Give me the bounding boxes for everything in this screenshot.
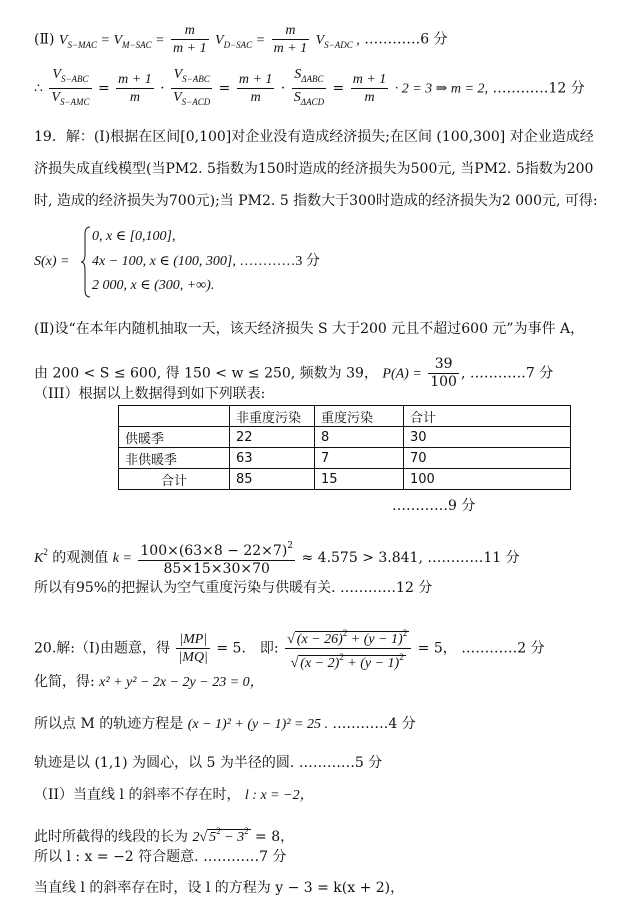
- q19-line-3: 时, 造成的经济损失为700元);当 PM2. 5 指数大于300时造成的经济损失为2 000元, 可得:: [34, 193, 598, 209]
- conclusion: 所以有95%的把握认为空气重度污染与供暖有关. …………12 分: [34, 580, 433, 596]
- locus-line: 所以点 M 的轨迹方程是 (x − 1)² + (y − 1)² = 25 . …………4 分: [34, 716, 416, 732]
- k2-statistic: $K^2$ 的观测值 k = $\frac{100\times(63\times 8 - 22\times 7)^2}{85\times 15\times 30\times 70}$ ≈ 4.575 > 3.841, …………11 分: [34, 538, 520, 578]
- s-function-label: S(x) =: [34, 254, 70, 269]
- segment-line: 此时所截得的线段的长为 2√ $5^2 - 3^2 = 8$，: [34, 826, 295, 845]
- q19-part-ii-calc: 由 200 < S ≤ 600, 得 150 < w ≤ 250, 频数为 39， P(A) = $\frac{39}{100}$ , …………7 分: [34, 356, 554, 390]
- case-3: 2 000, x ∈ (300, +∞).: [92, 278, 215, 293]
- q19-line-2: 济损失成直线模型(当PM2. 5指数为150时造成的经济损失为500元, 当PM2. 5指数为200: [34, 161, 594, 177]
- q20-part-ii: （II）当直线 l 的斜率不存在时， l : x = −2，: [34, 787, 314, 803]
- last-line: 当直线 l 的斜率存在时，设 l 的方程为 y − 3 = k(x + 2)，: [34, 880, 405, 896]
- score-6: 6 分: [420, 31, 448, 48]
- q19-part-ii: (Ⅱ)设“在本年内随机抽取一天，该天经济损失 S 大于200 元且不超过600 元”为事件 A，: [34, 321, 585, 337]
- table-row: 合计 85 15 100: [119, 469, 571, 490]
- brace-icon: [81, 226, 91, 298]
- table-row: 供暖季 22 8 30: [119, 427, 571, 448]
- simplify-line: 化简，得: x² + y² − 2x − 2y − 23 = 0，: [34, 674, 264, 690]
- table-row: 非供暖季 63 7 70: [119, 448, 571, 469]
- table-score: …………9 分: [392, 498, 476, 514]
- line-ratio-result: ∴ $\frac{V_{S-ABC}}{V_{S-AMC}}$ = $\frac{m + 1}{m}$ · $\frac{V_{S-ABC}}{V_{S-ACD}}$ = $\frac{m + 1}{m}$ · $\frac{S_{\Delta ABC}}{S_{\Delta ACD}}$ = $\frac{m + 1}{m}$ · 2 = 3 ⇒ m = 2, …………12 分: [34, 67, 585, 107]
- line-volume-ratio: (Ⅱ) $V_{S-MAC} = V_{M-SAC}$ = $\frac{m}{m + 1}$ $V_{D-SAC}$ = $\frac{m}{m + 1}$ $V_{S-ADC}$ , …………6 分: [34, 23, 448, 56]
- case-2: 4x − 100, x ∈ (100, 300], …………3 分: [92, 254, 320, 269]
- table-row: 非重度污染 重度污染 合计: [119, 406, 571, 427]
- q19-heading: 19．解：(Ⅰ)根据在区间[0,100]对企业没有造成经济损失;在区间 (100,300] 对企业造成经: [34, 129, 594, 145]
- circle-line: 轨迹是以 (1,1) 为圆心，以 5 为半径的圆. …………5 分: [34, 755, 383, 771]
- score-7: 7 分: [525, 365, 554, 382]
- score-12: 12 分: [548, 80, 585, 97]
- contingency-table: [118, 405, 571, 490]
- fit-line: 所以 l : x = −2 符合题意. …………7 分: [34, 849, 287, 865]
- score-11: 11 分: [483, 550, 520, 566]
- q20-heading: 20.解:（Ⅰ)由题意，得 $\frac{|MP|}{|MQ|}$ = 5． 即: $\frac{√ (x - 26)^2 + (y - 1)^2}{√ (x - 2)^2 + (y - 1)^2}$ = 5， …………2 分: [34, 625, 545, 672]
- score-2: 2 分: [517, 640, 545, 657]
- case-1: 0, x ∈ [0,100],: [92, 229, 176, 244]
- q19-part-iii: （III）根据以上数据得到如下列联表:: [34, 386, 266, 402]
